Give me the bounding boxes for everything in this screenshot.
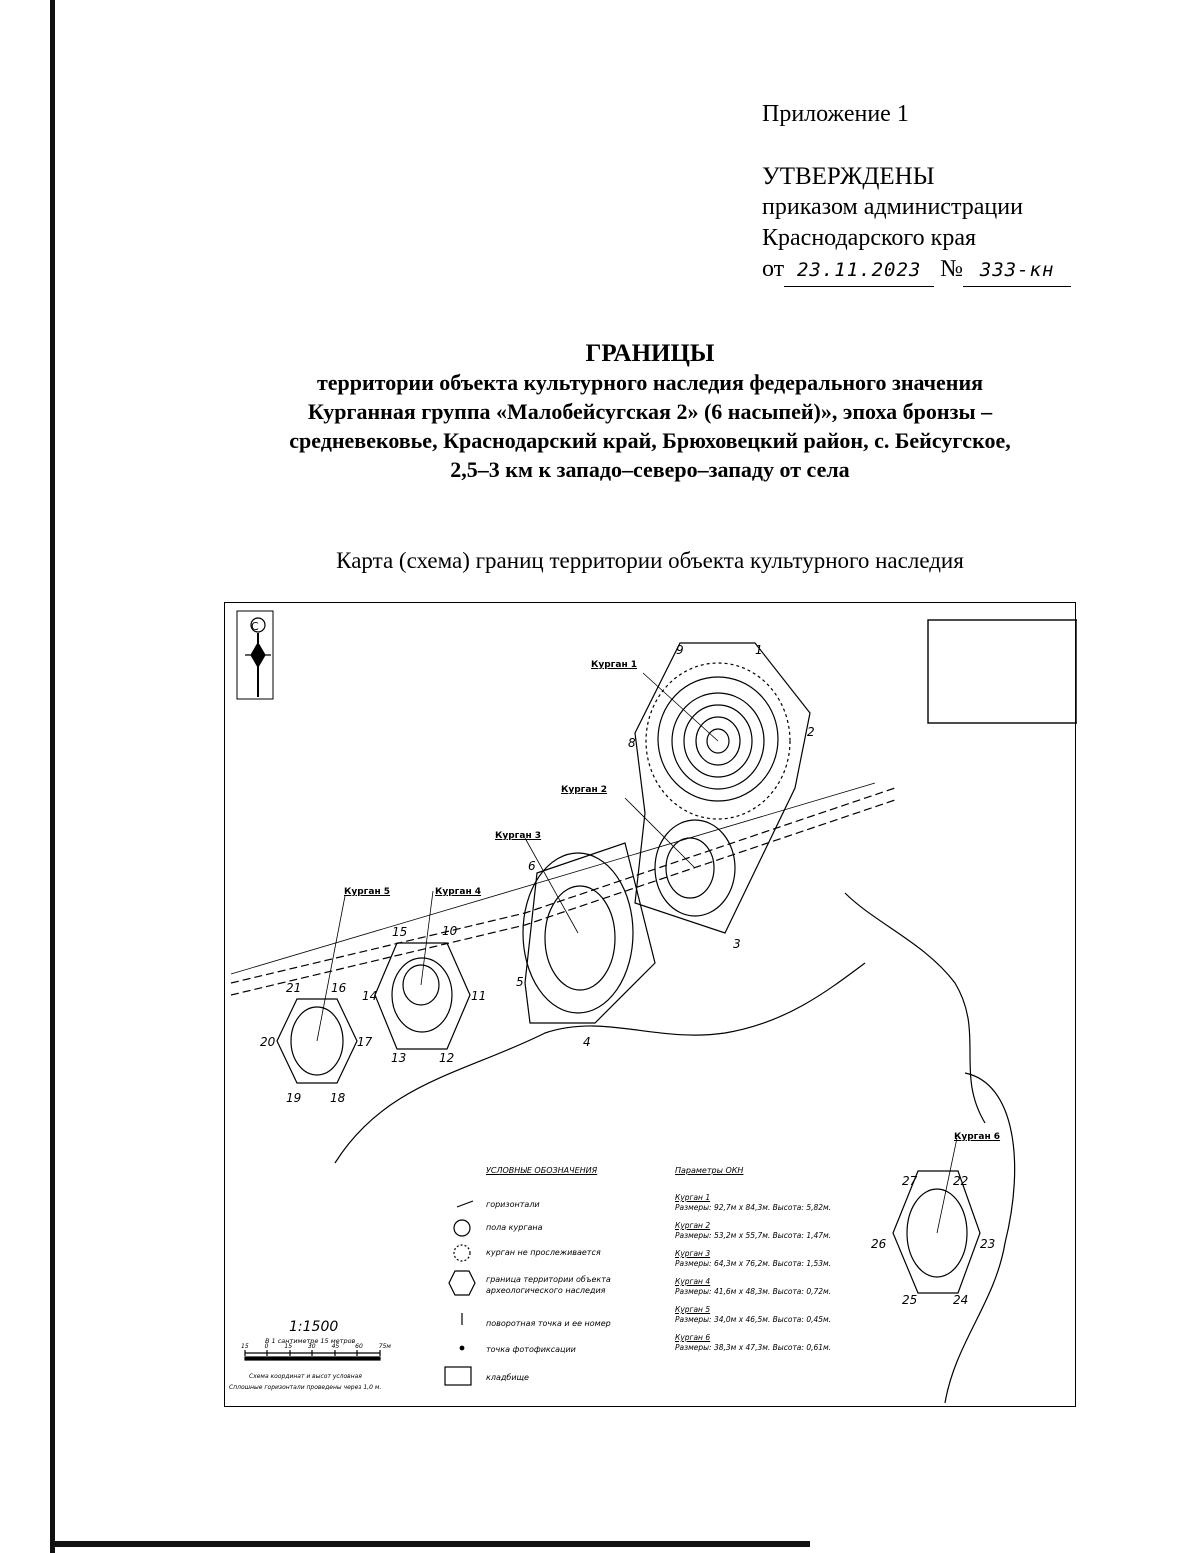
param-name: Курган 6 [675,1333,711,1342]
params-title: Параметры ОКН [675,1166,744,1175]
param-name: Курган 4 [675,1277,711,1286]
param-text: Размеры: 41,6м х 48,3м. Высота: 0,72м. [675,1287,832,1296]
kurgan-4-boundary [375,943,470,1049]
vertex-number: 19 [286,1091,302,1105]
vertex-number: 8 [628,736,636,750]
number-prefix: № [940,256,964,282]
vertex-number: 21 [286,981,302,995]
document-title [200,339,1100,484]
title-line-4: средневековье, Краснодарский край, Брюховецкий район, с. Бейсугское, [289,428,1011,453]
boundary-map [224,602,1076,1407]
appendix-label: Приложение 1 [762,101,909,127]
vertex-number: 11 [471,989,487,1003]
order-line-1: приказом администрации [762,194,1023,220]
legend-item: граница территории объекта [486,1275,611,1284]
vertex-number: 12 [439,1051,455,1065]
approved-heading: УТВЕРЖДЕНЫ [762,163,935,190]
kurgan-label: Курган 2 [561,785,608,795]
vertex-number: 18 [330,1091,346,1105]
param-text: Размеры: 64,3м х 76,2м. Высота: 1,53м. [675,1259,832,1268]
param-text: Размеры: 92,7м х 84,3м. Высота: 5,82м. [675,1203,832,1212]
scale-tick: 15 [284,1343,293,1350]
title-line-1: ГРАНИЦЫ [585,340,715,367]
scale-footnote: Сплошные горизонтали проведены через 1,0 м. [229,1384,382,1391]
vertex-number: 24 [953,1293,969,1307]
legend-item: поворотная точка и ее номер [486,1319,611,1328]
handwritten-number: 333-кн [963,255,1071,287]
scale-note: В 1 сантиметре 15 метров [265,1337,356,1345]
scan-edge-bottom [50,1541,810,1547]
param-name: Курган 5 [675,1305,711,1314]
kurgan-label: Курган 3 [495,831,542,841]
kurgan-label: Курган 4 [435,887,482,897]
scale-tick: 45 [331,1343,340,1350]
legend-item: археологического наследия [486,1286,606,1295]
scale-tick: 75м [378,1343,391,1350]
date-prefix: от [762,256,785,282]
scale-tick: 15 [241,1343,249,1350]
kurgan-label: Курган 1 [591,660,638,670]
vertex-number: 26 [871,1237,887,1251]
vertex-number: 4 [583,1035,591,1049]
kurgan-1-boundary [635,643,810,933]
param-text: Размеры: 38,3м х 47,3м. Высота: 0,61м. [675,1343,832,1352]
legend-item: пола кургана [486,1223,543,1232]
handwritten-date: 23.11.2023 [784,255,934,287]
scan-edge-left [50,0,55,1553]
order-date-line [762,254,1071,287]
param-name: Курган 2 [675,1221,711,1230]
vertex-number: 10 [442,924,458,938]
vertex-number: 9 [676,643,684,657]
blank-frame [928,620,1077,723]
vertex-number: 16 [331,981,347,995]
vertex-number: 14 [362,989,378,1003]
vertex-number: 5 [516,975,524,989]
legend-item: кладбище [486,1373,529,1382]
approval-block [762,161,1071,287]
param-text: Размеры: 34,0м х 46,5м. Высота: 0,45м. [675,1315,832,1324]
map-drawing [225,603,1077,1408]
scale-tick: 60 [355,1343,363,1350]
param-name: Курган 3 [675,1249,711,1258]
vertex-number: 1 [755,643,763,657]
legend-item: точка фотофиксации [486,1345,576,1354]
title-line-5: 2,5–3 км к западо–северо–западу от села [450,457,850,482]
vertex-number: 13 [391,1051,407,1065]
legend-title: УСЛОВНЫЕ ОБОЗНАЧЕНИЯ [486,1166,598,1175]
vertex-number: 22 [953,1174,969,1188]
vertex-number: 6 [528,859,536,873]
vertex-number: 17 [357,1035,373,1049]
title-line-2: территории объекта культурного наследия федерального значения [316,370,984,395]
kurgan-label: Курган 6 [954,1132,1001,1142]
vertex-number: 25 [902,1293,918,1307]
scale-footnote: Схема координат и высот условная [249,1373,362,1380]
scale-tick: 30 [307,1343,316,1350]
legend-item: горизонтали [486,1200,540,1209]
compass-letter: С [251,620,259,633]
vertex-number: 2 [807,725,815,739]
legend-item: курган не прослеживается [486,1248,601,1257]
scale-ratio: 1:1500 [289,1319,339,1335]
scale-ticks [241,1343,391,1350]
vertex-number: 20 [260,1035,276,1049]
vertex-number: 27 [902,1174,918,1188]
title-line-3: Курганная группа «Малобейсугская 2» (6 насыпей)», эпоха бронзы – [307,399,993,424]
order-line-2: Краснодарского края [762,225,977,251]
param-text: Размеры: 53,2м х 55,7м. Высота: 1,47м. [675,1231,832,1240]
vertex-number: 3 [733,937,741,951]
kurgan-label: Курган 5 [344,887,391,897]
scale-tick: 0 [264,1343,269,1350]
map-subtitle: Карта (схема) границ территории объекта культурного наследия [336,548,964,573]
vertex-number: 23 [980,1237,996,1251]
vertex-number: 15 [392,925,408,939]
param-name: Курган 1 [675,1193,711,1202]
